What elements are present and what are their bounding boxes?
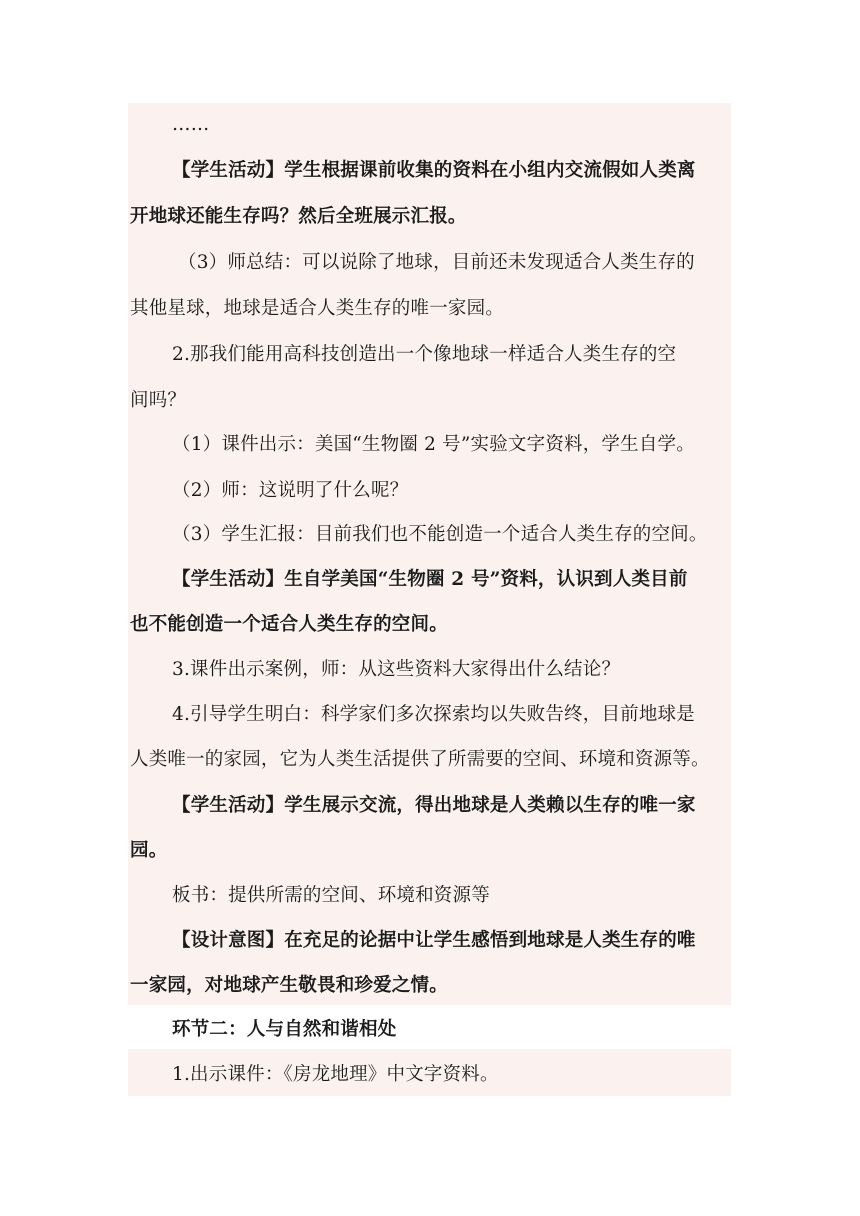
- design-intent-line-2: 一家园，对地球产生敬畏和珍爱之情。: [130, 975, 448, 996]
- highlight-block-main: [128, 103, 731, 1005]
- student-activity-paragraph-3-line-2: 园。: [130, 840, 168, 861]
- student-activity-paragraph-1-line-1: 【学生活动】学生根据课前收集的资料在小组内交流假如人类离: [172, 160, 696, 181]
- student-report-step-3: （3）学生汇报：目前我们也不能创造一个适合人类生存的空间。: [172, 524, 708, 545]
- student-activity-paragraph-3-line-1: 【学生活动】学生展示交流，得出地球是人类赖以生存的唯一家: [172, 795, 696, 816]
- section-two-heading: 环节二：人与自然和谐相处: [172, 1019, 397, 1040]
- courseware-step-1: （1）课件出示：美国“生物圈 2 号”实验文字资料，学生自学。: [172, 434, 695, 455]
- student-activity-paragraph-1-line-2: 开地球还能生存吗？然后全班展示汇报。: [130, 206, 467, 227]
- teacher-summary-line-2: 其他星球，地球是适合人类生存的唯一家园。: [130, 298, 505, 319]
- teacher-question-step-2: （2）师：这说明了什么呢？: [172, 480, 409, 501]
- question-2-line-1: 2.那我们能用高科技创造出一个像地球一样适合人类生存的空: [172, 344, 677, 365]
- blackboard-note-line: 板书：提供所需的空间、环境和资源等: [172, 885, 490, 906]
- design-intent-line-1: 【设计意图】在充足的论据中让学生感悟到地球是人类生存的唯: [172, 930, 696, 951]
- guide-students-line-2: 人类唯一的家园，它为人类生活提供了所需要的空间、环境和资源等。: [130, 749, 710, 770]
- student-activity-paragraph-2-line-2: 也不能创造一个适合人类生存的空间。: [130, 614, 448, 635]
- section-two-step-1: 1.出示课件：《房龙地理》中文字资料。: [172, 1064, 499, 1085]
- guide-students-line-1: 4.引导学生明白：科学家们多次探索均以失败告终，目前地球是: [172, 704, 695, 725]
- case-display-line: 3.课件出示案例，师：从这些资料大家得出什么结论？: [172, 659, 621, 680]
- question-2-line-2: 间吗？: [130, 390, 187, 411]
- student-activity-paragraph-2-line-1: 【学生活动】生自学美国“生物圈 2 号”资料，认识到人类目前: [172, 569, 688, 590]
- ellipsis-line: ……: [172, 114, 210, 135]
- teacher-summary-line-1: （3）师总结：可以说除了地球，目前还未发现适合人类生存的: [178, 252, 695, 273]
